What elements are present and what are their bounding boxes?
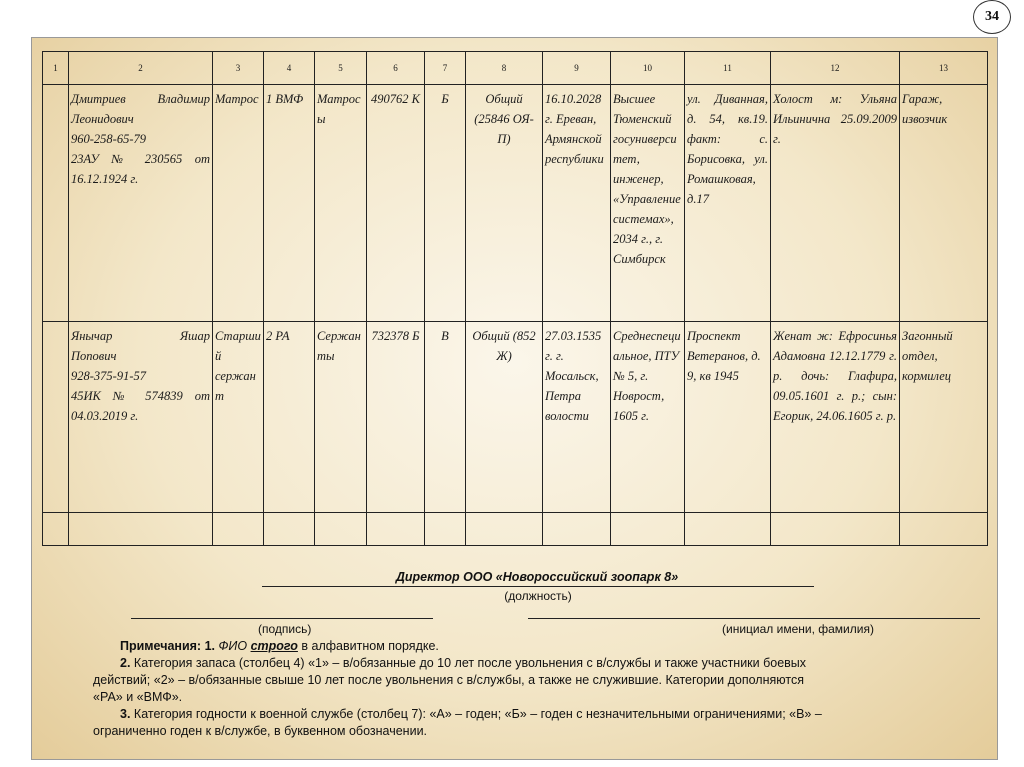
empty-cell: [425, 513, 466, 546]
date-line: 04.03.2019 г.: [71, 409, 139, 423]
name-line: Янычар Яшар: [71, 329, 210, 343]
note-1-fio: ФИО: [218, 639, 248, 653]
note-3-line-2: ограниченно годен к в/службе, в буквенном обозначении.: [93, 724, 428, 738]
cell-address: Проспект Ветеранов, д. 9, кв 1945: [685, 322, 771, 513]
position-label: (должность): [504, 589, 572, 603]
note-3: [93, 706, 923, 723]
cell-rank: Матрос: [213, 85, 264, 322]
id-line: 23АУ № 230565 от: [71, 152, 210, 166]
cell-composition: Сержанты: [315, 322, 367, 513]
empty-cell: [466, 513, 543, 546]
cell-fitness: В: [425, 322, 466, 513]
header-cell: 5: [315, 52, 367, 85]
empty-cell: [900, 513, 988, 546]
name-label: (инициал имени, фамилия): [722, 622, 874, 636]
signature-rule: [131, 618, 433, 619]
cell-birth: 16.10.2028 г. Ереван, Армянской республики: [543, 85, 611, 322]
name-line: Попович: [71, 349, 117, 363]
note-2-line-3: «РА» и «ВМФ».: [93, 690, 183, 704]
cell-address: ул. Диванная, д. 54, кв.19. факт: с. Борисовка, ул. Ромашковая, д.17: [685, 85, 771, 322]
note-1-text: в алфавитном порядке.: [301, 639, 439, 653]
cell-specialty: 490762 К: [367, 85, 425, 322]
empty-cell: [264, 513, 315, 546]
cell-name: [69, 322, 213, 513]
empty-cell: [69, 513, 213, 546]
cell-category: 2 РА: [264, 322, 315, 513]
header-cell: 12: [771, 52, 900, 85]
header-cell: 6: [367, 52, 425, 85]
empty-cell: [611, 513, 685, 546]
cell-education: Высшее Тюменский госуниверситет, инженер, «Управление системах», 2034 г., г. Симбирск: [611, 85, 685, 322]
empty-cell: [543, 513, 611, 546]
note-2-line-2: действий; «2» – в/обязанные свыше 10 лет после увольнения с в/службы, а также не служившие. Категории дополняются: [93, 673, 804, 687]
header-cell: 11: [685, 52, 771, 85]
name-line: Дмитриев Владимир: [71, 92, 210, 106]
note-3-line-1: Категория годности к военной службе (столбец 7): «А» – годен; «Б» – годен с незначительными ограничениями; «В» –: [133, 707, 822, 721]
cell-work: Гараж, извозчик: [900, 85, 988, 322]
cell-work: Загонный отдел, кормилец: [900, 322, 988, 513]
empty-cell: [367, 513, 425, 546]
name-rule: [528, 618, 980, 619]
header-cell: 2: [69, 52, 213, 85]
cell-number: [43, 322, 69, 513]
cell-profile: Общий (25846 ОЯ-П): [466, 85, 543, 322]
header-cell: 13: [900, 52, 988, 85]
phone-line: 960-258-65-79: [71, 132, 146, 146]
name-line: Леонидович: [71, 112, 134, 126]
cell-rank: Старший сержант: [213, 322, 264, 513]
empty-row: [43, 513, 988, 546]
cell-name: [69, 85, 213, 322]
header-cell: 4: [264, 52, 315, 85]
cell-specialty: 732378 Б: [367, 322, 425, 513]
register-table: [42, 51, 988, 546]
header-cell: 3: [213, 52, 264, 85]
cell-number: [43, 85, 69, 322]
cell-profile: Общий (852 Ж): [466, 322, 543, 513]
page-number-badge: 34: [973, 0, 1011, 34]
empty-cell: [771, 513, 900, 546]
id-line: 45ИК № 574839 от: [71, 389, 210, 403]
note-2-line-1: Категория запаса (столбец 4) «1» – в/обязанные до 10 лет после увольнения с в/службы и также участники боевых: [133, 656, 807, 670]
header-row: [43, 52, 988, 85]
signature-label: (подпись): [258, 622, 312, 636]
empty-cell: [213, 513, 264, 546]
note-1-strict: строго: [250, 639, 298, 653]
note-1: [93, 638, 923, 655]
empty-cell: [43, 513, 69, 546]
empty-cell: [315, 513, 367, 546]
header-cell: 9: [543, 52, 611, 85]
phone-line: 928-375-91-57: [71, 369, 146, 383]
header-cell: 8: [466, 52, 543, 85]
header-cell: 1: [43, 52, 69, 85]
notes-heading: Примечания: 1.: [120, 639, 215, 653]
table-row: [43, 322, 988, 513]
empty-cell: [685, 513, 771, 546]
cell-composition: Матросы: [315, 85, 367, 322]
cell-education: Среднеспециальное, ПТУ № 5, г. Новрост, 1605 г.: [611, 322, 685, 513]
cell-category: 1 ВМФ: [264, 85, 315, 322]
notes-block: [93, 638, 923, 740]
cell-birth: 27.03.1535 г. г. Мосальск, Петра волости: [543, 322, 611, 513]
date-line: 16.12.1924 г.: [71, 172, 139, 186]
table-row: [43, 85, 988, 322]
cell-family: Женат ж: Ефросинья Адамовна 12.12.1779 г. р. дочь: Глафира, 09.05.1601 г. р.; сын: Егорик, 24.06.1605 г. р.: [771, 322, 900, 513]
header-cell: 10: [611, 52, 685, 85]
director-title: Директор ООО «Новороссийский зоопарк 8»: [395, 570, 679, 584]
position-rule: [262, 586, 814, 587]
note-2-number: 2.: [120, 656, 131, 670]
header-cell: 7: [425, 52, 466, 85]
cell-family: Холост м: Ульяна Ильинична 25.09.2009 г.: [771, 85, 900, 322]
note-2: [93, 655, 923, 672]
note-3-number: 3.: [120, 707, 131, 721]
cell-fitness: Б: [425, 85, 466, 322]
